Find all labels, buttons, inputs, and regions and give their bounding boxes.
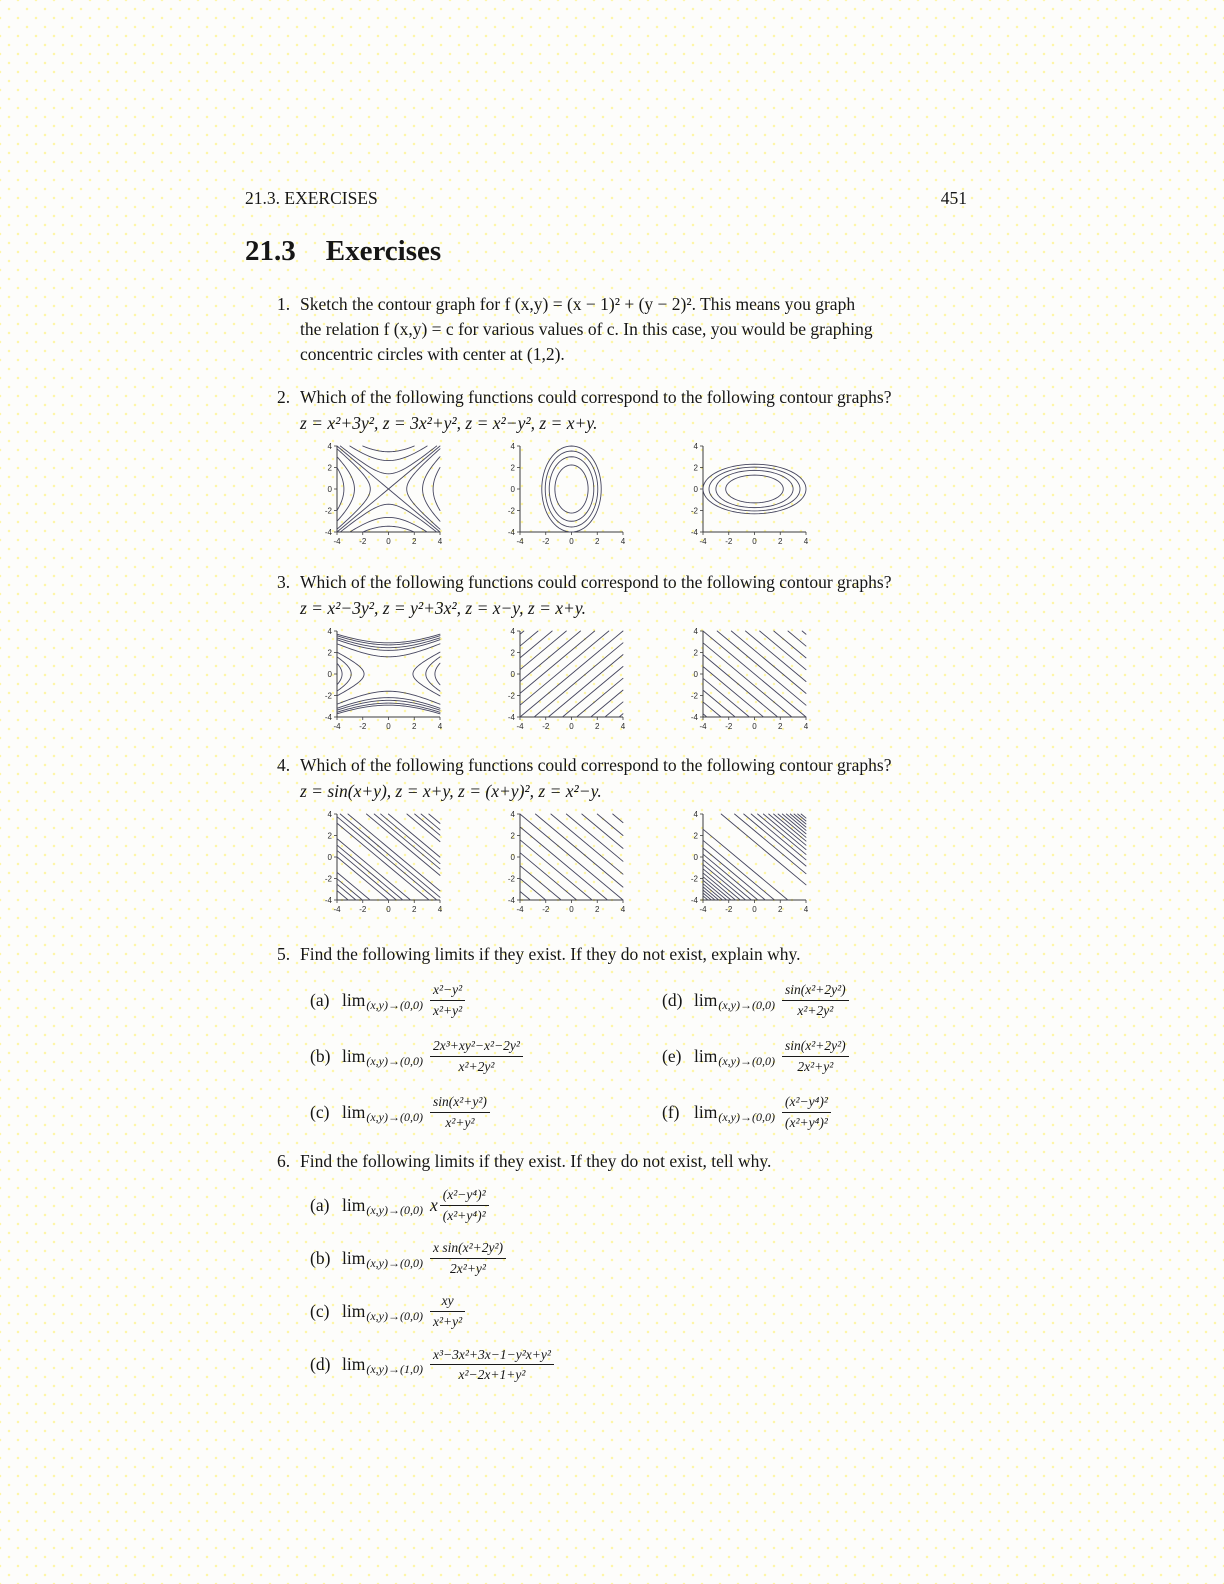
svg-text:0: 0: [510, 669, 515, 679]
limit-label: (a): [310, 989, 330, 1010]
item-1-line-3: concentric circles with center at (1,2).: [300, 344, 565, 364]
lim-operator: lim: [342, 1301, 366, 1322]
fraction: [430, 1292, 465, 1330]
item-4-equation: z = sin(x+y), z = x+y, z = (x+y)², z = x²−y.: [300, 781, 602, 801]
item-body: [300, 385, 967, 550]
exercise-item-3: [245, 570, 967, 735]
lim-subscript: (x,y)→(0,0): [366, 997, 423, 1012]
item-3-equation: z = x²−3y², z = y²+3x², z = x−y, z = x+y.: [300, 598, 587, 618]
svg-text:-4: -4: [516, 537, 524, 546]
limits-list-q6: [310, 1186, 967, 1383]
svg-text:0: 0: [752, 905, 757, 914]
svg-text:0: 0: [569, 905, 574, 914]
svg-text:4: 4: [803, 905, 809, 914]
svg-text:0: 0: [693, 852, 698, 862]
numerator: (x²−y⁴)²: [784, 1094, 828, 1110]
lim-operator: lim: [342, 1101, 366, 1122]
limit-5a: [310, 981, 662, 1019]
lim-subscript: (x,y)→(0,0): [366, 1202, 423, 1217]
item-1-line-1: Sketch the contour graph for f (x,y) = (x − 1)² + (y − 2)². This means you graph: [300, 294, 856, 314]
lim-subscript: (x,y)→(0,0): [718, 997, 775, 1012]
fraction: [430, 1093, 490, 1131]
svg-text:-2: -2: [690, 691, 698, 701]
limit-6d: [310, 1346, 967, 1384]
svg-text:0: 0: [752, 722, 757, 731]
denominator: x²+y²: [430, 1311, 465, 1331]
svg-text:-2: -2: [725, 905, 733, 914]
svg-text:0: 0: [510, 852, 515, 862]
denominator: x²+2y²: [782, 1000, 849, 1020]
limit-6c: [310, 1292, 967, 1330]
svg-text:-2: -2: [507, 506, 515, 516]
svg-text:4: 4: [510, 441, 515, 451]
item-body: [300, 1149, 967, 1383]
svg-text:0: 0: [386, 537, 391, 546]
svg-text:0: 0: [569, 722, 574, 731]
svg-text:4: 4: [327, 441, 332, 451]
svg-text:-4: -4: [333, 905, 341, 914]
limit-label: (d): [310, 1354, 331, 1375]
svg-text:4: 4: [803, 722, 809, 731]
contour-plot-uniform-diagonals: [500, 806, 650, 918]
fraction: [782, 981, 849, 1019]
lim-subscript: (x,y)→(0,0): [718, 1053, 775, 1068]
item-number: 4.: [277, 755, 291, 775]
svg-text:4: 4: [327, 809, 332, 819]
svg-text:-2: -2: [542, 537, 550, 546]
limit-5f: [662, 1093, 967, 1131]
svg-text:2: 2: [693, 463, 698, 473]
svg-text:-2: -2: [359, 905, 367, 914]
item-3-line: Which of the following functions could correspond to the following contour graphs?: [300, 572, 892, 592]
contour-plot-row-q2: [317, 438, 967, 550]
svg-text:0: 0: [327, 669, 332, 679]
item-number: 1.: [277, 294, 291, 314]
item-number: 5.: [277, 944, 291, 964]
item-body: [300, 942, 967, 1131]
numerator: xy: [441, 1293, 454, 1309]
limit-5d: [662, 981, 967, 1019]
svg-text:-4: -4: [699, 722, 707, 731]
running-header: [245, 188, 967, 209]
svg-text:4: 4: [510, 809, 515, 819]
section-number: 21.3: [245, 235, 296, 267]
item-2-equation: z = x²+3y², z = 3x²+y², z = x²−y², z = x+y.: [300, 413, 598, 433]
svg-text:-2: -2: [507, 874, 515, 884]
lim-subscript: (x,y)→(0,0): [366, 1109, 423, 1124]
numerator: x sin(x²+2y²): [432, 1240, 504, 1256]
svg-text:-4: -4: [507, 895, 515, 905]
svg-text:-4: -4: [690, 527, 698, 537]
contour-plot-horizontal-ellipses: [683, 438, 833, 550]
limits-grid-q5: [310, 981, 967, 1131]
numerator: sin(x²+y²): [432, 1094, 487, 1110]
svg-text:-2: -2: [690, 506, 698, 516]
item-body: [300, 753, 967, 918]
limit-5c: [310, 1093, 662, 1131]
svg-text:4: 4: [620, 537, 626, 546]
lim-operator: lim: [342, 1354, 366, 1375]
svg-text:-4: -4: [699, 905, 707, 914]
exercise-item-2: [245, 385, 967, 550]
page-content: [245, 188, 967, 1384]
svg-text:-4: -4: [507, 712, 515, 722]
svg-text:0: 0: [327, 852, 332, 862]
item-number: 2.: [277, 387, 291, 407]
svg-text:-4: -4: [516, 722, 524, 731]
section-title-text: Exercises: [325, 235, 442, 267]
numerator: sin(x²+2y²): [784, 1038, 846, 1054]
limit-label: (b): [310, 1247, 331, 1268]
denominator: (x²+y⁴)²: [440, 1205, 489, 1225]
svg-text:-2: -2: [507, 691, 515, 701]
contour-plot-row-q4: [317, 806, 967, 918]
svg-text:-2: -2: [359, 537, 367, 546]
contour-plot-sine-bands: [317, 806, 467, 918]
item-4-line: Which of the following functions could correspond to the following contour graphs?: [300, 755, 892, 775]
svg-text:-2: -2: [542, 905, 550, 914]
svg-text:-4: -4: [690, 712, 698, 722]
svg-text:2: 2: [412, 722, 417, 731]
contour-plot-flat-hyperbolas: [317, 623, 467, 735]
limit-label: (c): [310, 1301, 330, 1322]
limit-label: (f): [662, 1101, 680, 1122]
svg-text:0: 0: [752, 537, 757, 546]
denominator: x²−2x+1+y²: [430, 1364, 554, 1384]
fraction: [430, 1239, 506, 1277]
lim-subscript: (x,y)→(0,0): [366, 1309, 423, 1324]
fraction: [430, 981, 465, 1019]
section-title: [245, 235, 967, 268]
lim-subscript: (x,y)→(0,0): [366, 1255, 423, 1270]
svg-text:-2: -2: [324, 874, 332, 884]
svg-text:2: 2: [327, 648, 332, 658]
svg-text:4: 4: [620, 722, 626, 731]
svg-text:4: 4: [693, 441, 698, 451]
svg-text:2: 2: [778, 537, 783, 546]
item-2-line: Which of the following functions could correspond to the following contour graphs?: [300, 387, 892, 407]
svg-text:-4: -4: [324, 527, 332, 537]
item-body: [300, 292, 967, 367]
svg-text:-4: -4: [699, 537, 707, 546]
svg-text:0: 0: [386, 905, 391, 914]
svg-text:-2: -2: [725, 722, 733, 731]
limit-5e: [662, 1037, 967, 1075]
svg-text:0: 0: [693, 669, 698, 679]
lim-operator: lim: [342, 1247, 366, 1268]
contour-plot-row-q3: [317, 623, 967, 735]
svg-text:-4: -4: [516, 905, 524, 914]
limit-6a: [310, 1186, 967, 1224]
numerator: sin(x²+2y²): [784, 982, 846, 997]
svg-text:2: 2: [327, 463, 332, 473]
contour-plot-vertical-ellipses: [500, 438, 650, 550]
svg-text:-2: -2: [324, 691, 332, 701]
fraction: [782, 1093, 831, 1131]
lim-subscript: (x,y)→(0,0): [718, 1109, 775, 1124]
lim-operator: lim: [342, 1194, 366, 1215]
lim-operator: lim: [342, 989, 366, 1010]
svg-text:-4: -4: [507, 527, 515, 537]
svg-text:0: 0: [510, 484, 515, 494]
svg-text:2: 2: [510, 831, 515, 841]
contour-plot-saddle: [317, 438, 467, 550]
fraction: [440, 1186, 489, 1224]
item-5-line: Find the following limits if they exist. If they do not exist, explain why.: [300, 944, 801, 964]
contour-plot-negative-diagonals: [683, 623, 833, 735]
svg-text:4: 4: [693, 809, 698, 819]
denominator: 2x²+y²: [782, 1056, 849, 1076]
numerator: x³−3x²+3x−1−y²x+y²: [432, 1346, 551, 1362]
svg-text:-4: -4: [324, 712, 332, 722]
lim-prefix: x: [429, 1194, 438, 1215]
contour-plot-quadratic-diagonals: [683, 806, 833, 918]
svg-text:4: 4: [437, 722, 443, 731]
svg-text:0: 0: [327, 484, 332, 494]
svg-text:0: 0: [569, 537, 574, 546]
svg-text:-2: -2: [359, 722, 367, 731]
svg-text:4: 4: [803, 537, 809, 546]
lim-subscript: (x,y)→(0,0): [366, 1053, 423, 1068]
svg-text:0: 0: [693, 484, 698, 494]
exercise-item-4: [245, 753, 967, 918]
exercise-item-6: [245, 1149, 967, 1383]
item-1-line-2: the relation f (x,y) = c for various values of c. In this case, you would be graphing: [300, 319, 873, 339]
lim-operator: lim: [694, 1045, 718, 1066]
denominator: 2x²+y²: [430, 1258, 506, 1278]
exercise-item-1: [245, 292, 967, 367]
svg-text:-2: -2: [542, 722, 550, 731]
limit-6b: [310, 1239, 967, 1277]
limit-label: (a): [310, 1194, 330, 1215]
denominator: x²+2y²: [430, 1056, 523, 1076]
svg-text:-4: -4: [690, 895, 698, 905]
svg-text:-4: -4: [333, 722, 341, 731]
svg-text:2: 2: [595, 537, 600, 546]
svg-text:2: 2: [412, 905, 417, 914]
limit-label: (e): [662, 1045, 682, 1066]
limit-5b: [310, 1037, 662, 1075]
item-6-line: Find the following limits if they exist. If they do not exist, tell why.: [300, 1151, 772, 1172]
svg-text:4: 4: [437, 905, 443, 914]
denominator: (x²+y⁴)²: [782, 1112, 831, 1132]
lim-subscript: (x,y)→(1,0): [366, 1362, 423, 1377]
denominator: x²+y²: [430, 1112, 490, 1132]
svg-text:2: 2: [510, 648, 515, 658]
svg-text:4: 4: [620, 905, 626, 914]
svg-text:2: 2: [693, 831, 698, 841]
item-body: [300, 570, 967, 735]
svg-text:2: 2: [510, 463, 515, 473]
svg-text:-2: -2: [725, 537, 733, 546]
lim-operator: lim: [694, 1101, 718, 1122]
svg-text:4: 4: [327, 626, 332, 636]
numerator: 2x³+xy²−x²−2y²: [432, 1038, 520, 1054]
contour-plot-positive-diagonals: [500, 623, 650, 735]
limit-label: (b): [310, 1045, 331, 1066]
fraction: [430, 1037, 523, 1075]
item-number: 6.: [277, 1151, 291, 1172]
fraction: [782, 1037, 849, 1075]
numerator: (x²−y⁴)²: [442, 1187, 486, 1203]
lim-operator: lim: [694, 989, 718, 1010]
svg-text:-4: -4: [324, 895, 332, 905]
svg-text:2: 2: [778, 722, 783, 731]
svg-text:2: 2: [778, 905, 783, 914]
running-header-section: 21.3. EXERCISES: [245, 188, 378, 208]
lim-operator: lim: [342, 1045, 366, 1066]
svg-text:0: 0: [386, 722, 391, 731]
svg-text:4: 4: [510, 626, 515, 636]
exercise-item-5: [245, 942, 967, 1131]
svg-text:-2: -2: [690, 874, 698, 884]
svg-text:2: 2: [595, 905, 600, 914]
item-number: 3.: [277, 572, 291, 592]
fraction: [430, 1346, 554, 1384]
svg-text:4: 4: [693, 626, 698, 636]
page-number: 451: [940, 188, 967, 208]
svg-text:-4: -4: [333, 537, 341, 546]
svg-text:-2: -2: [324, 506, 332, 516]
svg-text:2: 2: [595, 722, 600, 731]
svg-text:2: 2: [693, 648, 698, 658]
svg-text:4: 4: [437, 537, 443, 546]
limit-label: (d): [662, 989, 683, 1010]
limit-label: (c): [310, 1101, 330, 1122]
numerator: x²−y²: [432, 982, 463, 997]
svg-text:2: 2: [412, 537, 417, 546]
denominator: x²+y²: [430, 1000, 465, 1020]
svg-text:2: 2: [327, 831, 332, 841]
